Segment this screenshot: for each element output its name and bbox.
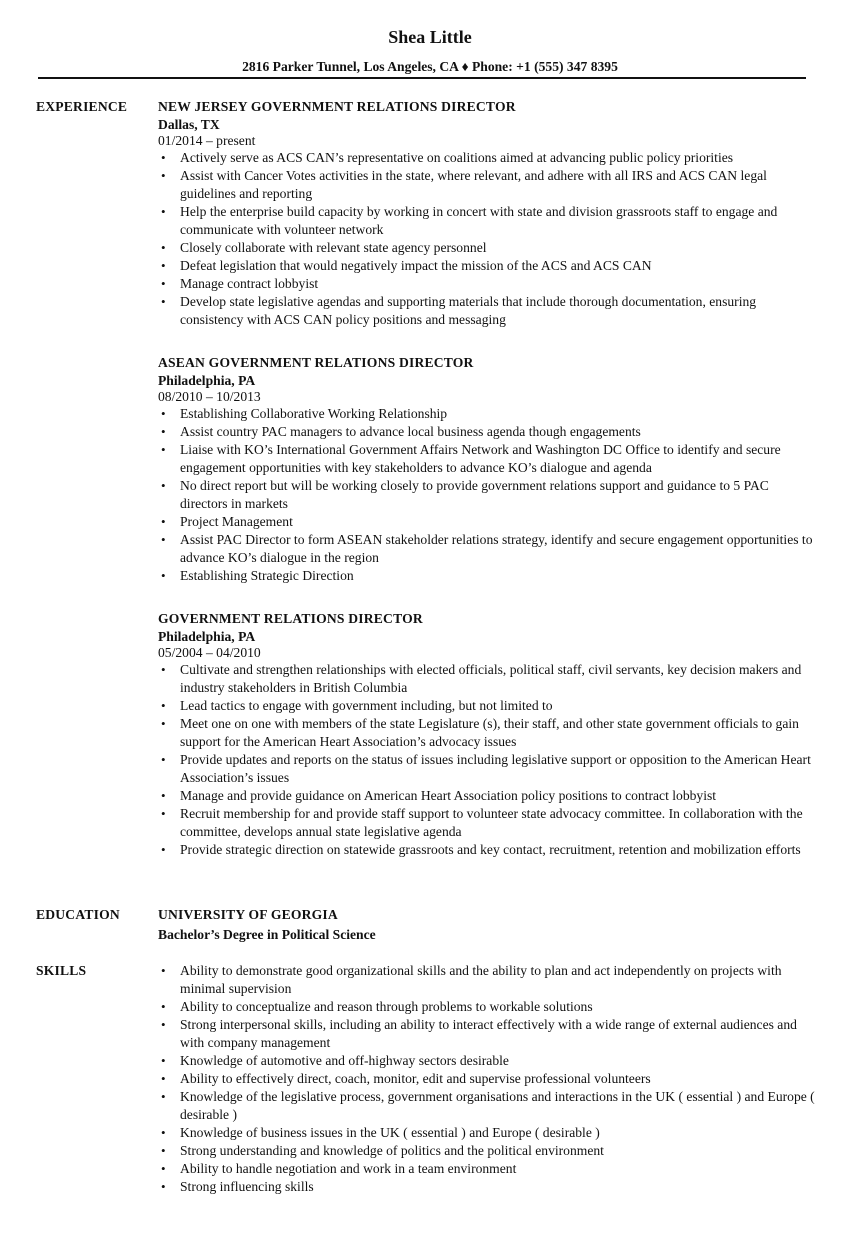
job-title: ASEAN GOVERNMENT RELATIONS DIRECTOR — [158, 355, 474, 370]
job-title: NEW JERSEY GOVERNMENT RELATIONS DIRECTOR — [158, 99, 516, 114]
list-item: • Liaise with KO’s International Government Affairs Network and Washington DC Office to identify and secure engagement opportunities with key stakeholders to advance KO’s dialogue and agenda — [180, 441, 818, 477]
skills-section-label: SKILLS — [36, 963, 87, 978]
job-title: GOVERNMENT RELATIONS DIRECTOR — [158, 611, 423, 626]
list-item: • Develop state legislative agendas and supporting materials that include thorough documentation, ensuring consistency with ACS CAN policy positions and messaging — [180, 293, 818, 329]
job-dates: 08/2010 – 10/2013 — [158, 389, 261, 404]
degree: Bachelor’s Degree in Political Science — [158, 927, 376, 942]
header-divider — [38, 77, 806, 79]
contact-line: 2816 Parker Tunnel, Los Angeles, CA ♦ Phone: +1 (555) 347 8395 — [242, 59, 618, 74]
list-item: • Knowledge of the legislative process, government organisations and interactions in the UK ( essential ) and Europe ( desirable ) — [180, 1088, 818, 1124]
list-item: • Manage contract lobbyist — [180, 275, 818, 293]
list-item: • Strong interpersonal skills, including an ability to interact effectively with a wide range of external audiences and with company management — [180, 1016, 818, 1052]
job-bullets — [158, 405, 818, 585]
list-item: • Establishing Collaborative Working Relationship — [180, 405, 818, 423]
experience-entry-2 — [158, 354, 818, 585]
list-item: • No direct report but will be working closely to provide government relations support and guidance to 5 PAC directors in markets — [180, 477, 818, 513]
job-bullets — [158, 661, 818, 859]
list-item: • Ability to conceptualize and reason through problems to workable solutions — [180, 998, 818, 1016]
list-item: • Provide updates and reports on the status of issues including legislative support or opposition to the American Heart Association’s issues — [180, 751, 818, 787]
job-location: Dallas, TX — [158, 117, 220, 132]
list-item: • Actively serve as ACS CAN’s representative on coalitions aimed at advancing public policy priorities — [180, 149, 818, 167]
job-bullets — [158, 149, 818, 329]
skills-list-block — [158, 962, 818, 1196]
list-item: • Provide strategic direction on statewide grassroots and key contact, recruitment, retention and mobilization efforts — [180, 841, 818, 859]
list-item: • Ability to effectively direct, coach, monitor, edit and supervise professional volunteers — [180, 1070, 818, 1088]
list-item: • Knowledge of automotive and off-highway sectors desirable — [180, 1052, 818, 1070]
list-item: • Lead tactics to engage with government including, but not limited to — [180, 697, 818, 715]
list-item: • Assist country PAC managers to advance local business agenda though engagements — [180, 423, 818, 441]
candidate-name: Shea Little — [388, 27, 472, 47]
experience-section-label: EXPERIENCE — [36, 99, 128, 114]
list-item: • Establishing Strategic Direction — [180, 567, 818, 585]
experience-entry-1 — [158, 98, 818, 329]
job-dates: 01/2014 – present — [158, 133, 256, 148]
education-entry — [158, 905, 818, 945]
list-item: • Meet one on one with members of the state Legislature (s), their staff, and other state government officials to gain support for the American Heart Association’s advocacy issues — [180, 715, 818, 751]
education-section-label: EDUCATION — [36, 907, 120, 922]
list-item: • Ability to handle negotiation and work in a team environment — [180, 1160, 818, 1178]
list-item: • Project Management — [180, 513, 818, 531]
list-item: • Defeat legislation that would negatively impact the mission of the ACS and ACS CAN — [180, 257, 818, 275]
list-item: • Manage and provide guidance on American Heart Association policy positions to contract lobbyist — [180, 787, 818, 805]
list-item: • Assist PAC Director to form ASEAN stakeholder relations strategy, identify and secure engagement opportunities to advance KO’s dialogue in the region — [180, 531, 818, 567]
list-item: • Strong understanding and knowledge of politics and the political environment — [180, 1142, 818, 1160]
list-item: • Strong influencing skills — [180, 1178, 818, 1196]
job-location: Philadelphia, PA — [158, 373, 256, 388]
job-dates: 05/2004 – 04/2010 — [158, 645, 261, 660]
school-name: UNIVERSITY OF GEORGIA — [158, 907, 338, 922]
experience-entry-3 — [158, 610, 818, 859]
job-location: Philadelphia, PA — [158, 629, 256, 644]
list-item: • Ability to demonstrate good organizational skills and the ability to plan and act independently on projects with minimal supervision — [180, 962, 818, 998]
list-item: • Assist with Cancer Votes activities in the state, where relevant, and adhere with all IRS and ACS CAN legal guidelines and reporting — [180, 167, 818, 203]
list-item: • Help the enterprise build capacity by working in concert with state and division grassroots staff to engage and communicate with volunteer network — [180, 203, 818, 239]
list-item: • Closely collaborate with relevant state agency personnel — [180, 239, 818, 257]
list-item: • Knowledge of business issues in the UK ( essential ) and Europe ( desirable ) — [180, 1124, 818, 1142]
list-item: • Cultivate and strengthen relationships with elected officials, political staff, civil servants, key decision makers and industry stakeholders in British Columbia — [180, 661, 818, 697]
skills-list — [158, 962, 818, 1196]
list-item: • Recruit membership for and provide staff support to volunteer state advocacy committee. In collaboration with the committee, develops annual state legislative agenda — [180, 805, 818, 841]
